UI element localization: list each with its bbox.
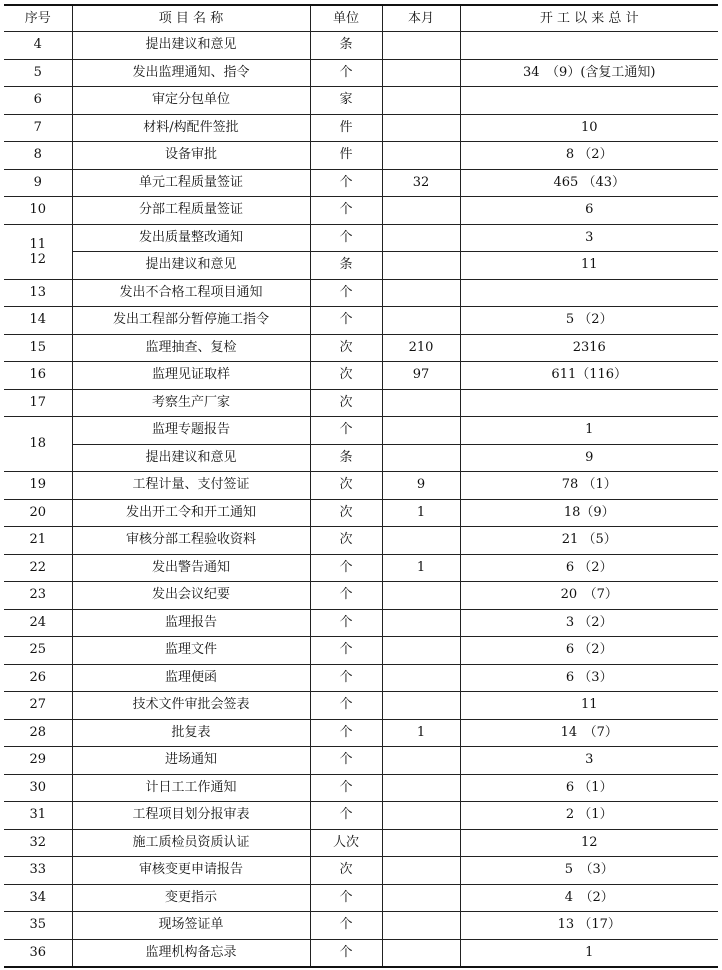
cell-item-name: 工程项目划分报审表 — [72, 802, 310, 830]
table-row — [4, 692, 718, 720]
cell-unit: 个 — [310, 224, 382, 252]
cell-serial-number: 33 — [4, 857, 72, 885]
cell-this-month: 210 — [382, 334, 460, 362]
cell-this-month: 1 — [382, 554, 460, 582]
table-row — [4, 87, 718, 115]
cell-this-month — [382, 142, 460, 170]
cell-unit: 次 — [310, 472, 382, 500]
cell-this-month — [382, 609, 460, 637]
header-cumulative-total: 开 工 以 来 总 计 — [460, 5, 718, 32]
cell-serial-number: 36 — [4, 939, 72, 967]
cell-this-month — [382, 692, 460, 720]
cell-serial-number: 17 — [4, 389, 72, 417]
cell-item-name: 监理见证取样 — [72, 362, 310, 390]
cell-cumulative-total: 6 （3） — [460, 664, 718, 692]
cell-item-name: 工程计量、支付签证 — [72, 472, 310, 500]
cell-item-name: 发出质量整改通知 — [72, 224, 310, 252]
cell-this-month — [382, 197, 460, 225]
cell-unit: 件 — [310, 114, 382, 142]
cell-cumulative-total: 12 — [460, 829, 718, 857]
cell-cumulative-total: 3 （2） — [460, 609, 718, 637]
cell-cumulative-total: 5 （2） — [460, 307, 718, 335]
table-row — [4, 114, 718, 142]
cell-serial-number: 28 — [4, 719, 72, 747]
cell-item-name: 计日工工作通知 — [72, 774, 310, 802]
cell-cumulative-total: 6 — [460, 197, 718, 225]
cell-item-name: 发出会议纪要 — [72, 582, 310, 610]
cell-this-month — [382, 912, 460, 940]
cell-item-name: 提出建议和意见 — [72, 444, 310, 472]
cell-cumulative-total: 9 — [460, 444, 718, 472]
cell-this-month — [382, 114, 460, 142]
table-row — [4, 32, 718, 60]
cell-item-name: 施工质检员资质认证 — [72, 829, 310, 857]
cell-item-name: 技术文件审批会签表 — [72, 692, 310, 720]
cell-item-name: 发出监理通知、指令 — [72, 59, 310, 87]
table-row — [4, 939, 718, 967]
cell-unit: 条 — [310, 252, 382, 280]
cell-item-name: 审核变更申请报告 — [72, 857, 310, 885]
cell-cumulative-total: 20 （7） — [460, 582, 718, 610]
cell-unit: 次 — [310, 499, 382, 527]
cell-serial-number: 26 — [4, 664, 72, 692]
table-row — [4, 472, 718, 500]
cell-item-name: 发出开工令和开工通知 — [72, 499, 310, 527]
table-row — [4, 169, 718, 197]
table-row — [4, 224, 718, 252]
cell-unit: 个 — [310, 664, 382, 692]
cell-cumulative-total — [460, 32, 718, 60]
cell-unit: 家 — [310, 87, 382, 115]
cell-cumulative-total — [460, 279, 718, 307]
cell-this-month — [382, 224, 460, 252]
cell-unit: 次 — [310, 857, 382, 885]
cell-cumulative-total: 21 （5） — [460, 527, 718, 555]
cell-unit: 个 — [310, 554, 382, 582]
cell-this-month — [382, 527, 460, 555]
cell-unit: 人次 — [310, 829, 382, 857]
serial-number-second: 12 — [29, 251, 47, 267]
table-row — [4, 362, 718, 390]
cell-item-name: 审定分包单位 — [72, 87, 310, 115]
cell-item-name: 批复表 — [72, 719, 310, 747]
cell-serial-number: 10 — [4, 197, 72, 225]
cell-unit: 个 — [310, 692, 382, 720]
cell-item-name: 考察生产厂家 — [72, 389, 310, 417]
table-row — [4, 279, 718, 307]
cell-this-month — [382, 747, 460, 775]
serial-number-first: 11 — [29, 236, 47, 252]
cell-unit: 个 — [310, 884, 382, 912]
cell-cumulative-total: 4 （2） — [460, 884, 718, 912]
table-row — [4, 252, 718, 280]
cell-cumulative-total: 8 （2） — [460, 142, 718, 170]
table-row — [4, 857, 718, 885]
cell-unit: 个 — [310, 719, 382, 747]
cell-item-name: 发出警告通知 — [72, 554, 310, 582]
cell-unit: 个 — [310, 169, 382, 197]
table-row — [4, 719, 718, 747]
cell-serial-number-merged: 18 — [4, 417, 72, 472]
supervision-statistics-table — [4, 4, 718, 968]
cell-this-month — [382, 884, 460, 912]
cell-serial-number: 14 — [4, 307, 72, 335]
table-row — [4, 664, 718, 692]
cell-item-name: 进场通知 — [72, 747, 310, 775]
table-row — [4, 417, 718, 445]
table-row — [4, 444, 718, 472]
cell-item-name: 监理文件 — [72, 637, 310, 665]
cell-this-month — [382, 59, 460, 87]
table-row — [4, 829, 718, 857]
cell-item-name: 提出建议和意见 — [72, 32, 310, 60]
cell-item-name: 发出不合格工程项目通知 — [72, 279, 310, 307]
cell-cumulative-total — [460, 389, 718, 417]
cell-this-month — [382, 279, 460, 307]
cell-cumulative-total: 13 （17） — [460, 912, 718, 940]
cell-serial-number: 4 — [4, 32, 72, 60]
cell-serial-number: 21 — [4, 527, 72, 555]
table-row — [4, 582, 718, 610]
cell-unit: 件 — [310, 142, 382, 170]
cell-serial-number: 5 — [4, 59, 72, 87]
cell-unit: 个 — [310, 609, 382, 637]
cell-unit: 个 — [310, 582, 382, 610]
cell-serial-number: 8 — [4, 142, 72, 170]
cell-item-name: 监理便函 — [72, 664, 310, 692]
cell-cumulative-total: 18（9） — [460, 499, 718, 527]
cell-this-month — [382, 664, 460, 692]
cell-cumulative-total: 10 — [460, 114, 718, 142]
cell-this-month: 9 — [382, 472, 460, 500]
cell-unit: 次 — [310, 389, 382, 417]
cell-serial-number: 13 — [4, 279, 72, 307]
header-unit: 单位 — [310, 5, 382, 32]
cell-this-month — [382, 939, 460, 967]
table-row — [4, 884, 718, 912]
cell-this-month: 97 — [382, 362, 460, 390]
cell-item-name: 监理报告 — [72, 609, 310, 637]
cell-serial-number: 20 — [4, 499, 72, 527]
cell-serial-number: 24 — [4, 609, 72, 637]
cell-this-month — [382, 32, 460, 60]
cell-this-month — [382, 444, 460, 472]
cell-serial-number: 22 — [4, 554, 72, 582]
cell-cumulative-total: 14 （7） — [460, 719, 718, 747]
cell-cumulative-total: 78 （1） — [460, 472, 718, 500]
cell-cumulative-total: 465 （43） — [460, 169, 718, 197]
cell-cumulative-total: 11 — [460, 252, 718, 280]
cell-serial-number: 7 — [4, 114, 72, 142]
cell-unit: 次 — [310, 527, 382, 555]
header-this-month: 本月 — [382, 5, 460, 32]
cell-item-name: 分部工程质量签证 — [72, 197, 310, 225]
cell-serial-number: 19 — [4, 472, 72, 500]
cell-cumulative-total: 6 （2） — [460, 637, 718, 665]
table-row — [4, 307, 718, 335]
cell-cumulative-total: 11 — [460, 692, 718, 720]
cell-unit: 个 — [310, 747, 382, 775]
cell-unit: 个 — [310, 912, 382, 940]
cell-this-month — [382, 582, 460, 610]
cell-serial-number: 35 — [4, 912, 72, 940]
cell-unit: 个 — [310, 59, 382, 87]
cell-this-month — [382, 637, 460, 665]
header-item-name: 项 目 名 称 — [72, 5, 310, 32]
cell-unit: 个 — [310, 417, 382, 445]
cell-this-month — [382, 774, 460, 802]
cell-item-name: 设备审批 — [72, 142, 310, 170]
statistics-table-sheet — [4, 4, 718, 968]
cell-serial-number: 15 — [4, 334, 72, 362]
cell-item-name: 提出建议和意见 — [72, 252, 310, 280]
cell-serial-number: 32 — [4, 829, 72, 857]
cell-cumulative-total: 34 （9）(含复工通知) — [460, 59, 718, 87]
cell-unit: 个 — [310, 774, 382, 802]
cell-serial-number: 9 — [4, 169, 72, 197]
cell-cumulative-total: 1 — [460, 417, 718, 445]
table-row — [4, 747, 718, 775]
table-row — [4, 774, 718, 802]
cell-cumulative-total: 2 （1） — [460, 802, 718, 830]
table-row — [4, 554, 718, 582]
table-header-row — [4, 5, 718, 32]
cell-unit: 个 — [310, 279, 382, 307]
cell-cumulative-total: 3 — [460, 747, 718, 775]
cell-this-month — [382, 857, 460, 885]
table-row — [4, 637, 718, 665]
cell-item-name: 现场签证单 — [72, 912, 310, 940]
cell-cumulative-total — [460, 87, 718, 115]
cell-unit: 次 — [310, 334, 382, 362]
cell-this-month — [382, 802, 460, 830]
cell-item-name: 材料/构配件签批 — [72, 114, 310, 142]
cell-cumulative-total: 611（116） — [460, 362, 718, 390]
cell-unit: 个 — [310, 802, 382, 830]
cell-serial-number: 27 — [4, 692, 72, 720]
cell-item-name: 发出工程部分暂停施工指令 — [72, 307, 310, 335]
table-row — [4, 197, 718, 225]
table-row — [4, 802, 718, 830]
cell-this-month: 1 — [382, 499, 460, 527]
table-row — [4, 527, 718, 555]
cell-item-name: 审核分部工程验收资料 — [72, 527, 310, 555]
cell-this-month — [382, 87, 460, 115]
cell-serial-number: 6 — [4, 87, 72, 115]
cell-unit: 条 — [310, 444, 382, 472]
cell-this-month: 1 — [382, 719, 460, 747]
cell-serial-number: 31 — [4, 802, 72, 830]
cell-cumulative-total: 5 （3） — [460, 857, 718, 885]
cell-this-month — [382, 829, 460, 857]
cell-serial-number: 16 — [4, 362, 72, 390]
table-row — [4, 609, 718, 637]
cell-serial-number: 30 — [4, 774, 72, 802]
cell-unit: 个 — [310, 637, 382, 665]
table-row — [4, 334, 718, 362]
cell-this-month: 32 — [382, 169, 460, 197]
table-row — [4, 142, 718, 170]
table-row — [4, 389, 718, 417]
cell-this-month — [382, 389, 460, 417]
table-row — [4, 912, 718, 940]
cell-item-name: 监理机构备忘录 — [72, 939, 310, 967]
table-row — [4, 499, 718, 527]
cell-unit: 条 — [310, 32, 382, 60]
cell-item-name: 单元工程质量签证 — [72, 169, 310, 197]
cell-cumulative-total: 6 （2） — [460, 554, 718, 582]
cell-serial-number: 23 — [4, 582, 72, 610]
cell-this-month — [382, 307, 460, 335]
table-row — [4, 59, 718, 87]
cell-unit: 个 — [310, 197, 382, 225]
cell-this-month — [382, 417, 460, 445]
cell-serial-number: 25 — [4, 637, 72, 665]
cell-this-month — [382, 252, 460, 280]
cell-cumulative-total: 3 — [460, 224, 718, 252]
cell-unit: 个 — [310, 939, 382, 967]
cell-cumulative-total: 1 — [460, 939, 718, 967]
cell-item-name: 监理专题报告 — [72, 417, 310, 445]
cell-item-name: 监理抽查、复检 — [72, 334, 310, 362]
cell-cumulative-total: 6 （1） — [460, 774, 718, 802]
cell-unit: 次 — [310, 362, 382, 390]
cell-item-name: 变更指示 — [72, 884, 310, 912]
cell-serial-number: 29 — [4, 747, 72, 775]
cell-serial-number-merged — [4, 224, 72, 279]
cell-cumulative-total: 2316 — [460, 334, 718, 362]
header-serial-number: 序号 — [4, 5, 72, 32]
cell-serial-number: 34 — [4, 884, 72, 912]
cell-unit: 个 — [310, 307, 382, 335]
